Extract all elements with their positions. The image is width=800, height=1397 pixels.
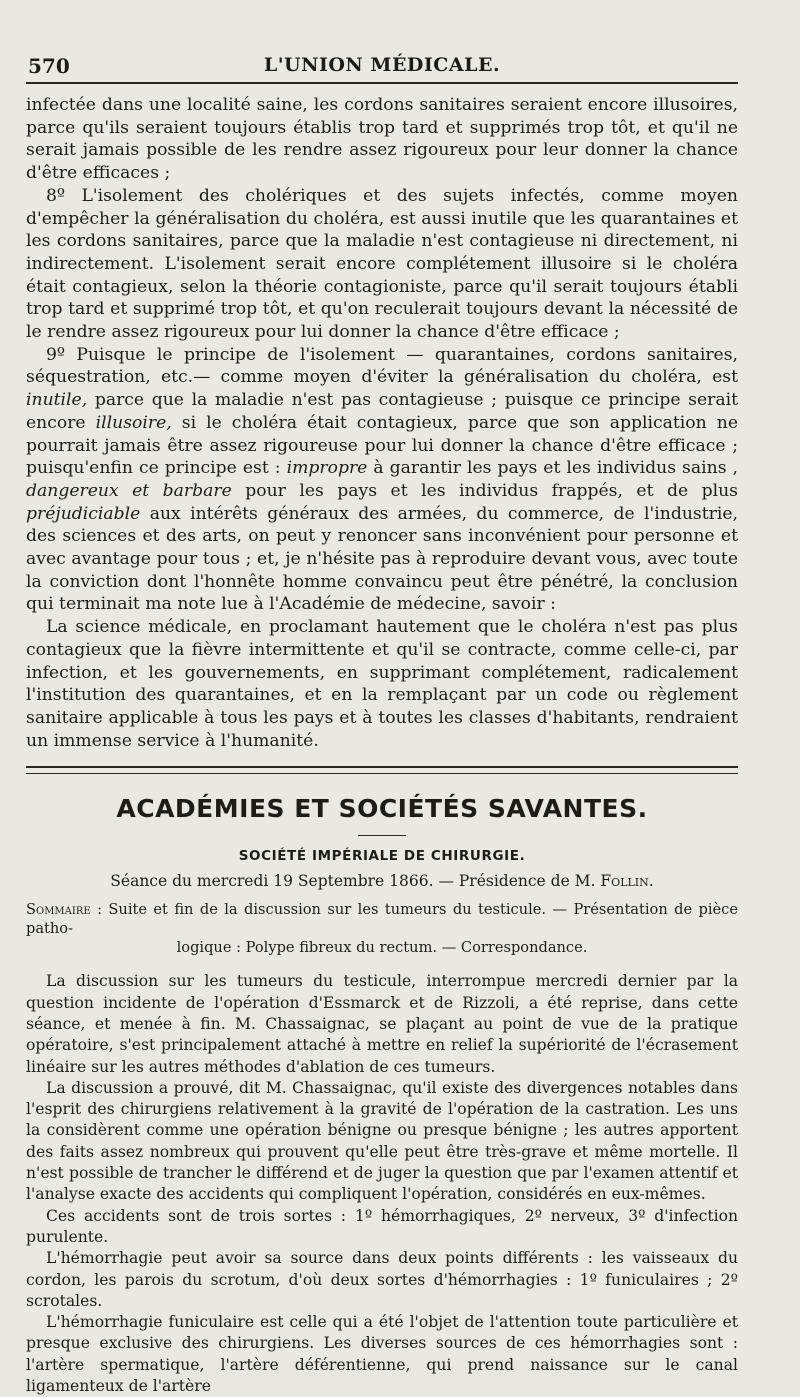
report-paragraph-2: La discussion a prouvé, dit M. Chassaignac, qu'il existe des divergences notables dans l'esprit des chirurgiens relativement à la gravité de l'opération de la castration. Les uns la considèrent comme une opération bénigne ou presque bénigne ; les autres apportent des faits assez nombreux qui prouvent qu'elle peut être très-grave et même mortelle. Il n'est possible de trancher le différend et de juger la question que par l'examen attentif et l'analyse exacte des accidents qui compliquent l'opération, considérés en eux-mêmes.: [26, 1078, 738, 1204]
summary-text: : Suite et fin de la discussion sur les tumeurs du testicule. — Présentation de pièce patho-: [26, 901, 738, 938]
article-body: [26, 94, 738, 752]
emphasis-inutile: inutile,: [26, 390, 88, 411]
article-paragraph-3: [26, 344, 738, 616]
society-title: SOCIÉTÉ IMPÉRIALE DE CHIRURGIE.: [238, 848, 526, 865]
report-body: [26, 971, 738, 1397]
session-text: Séance du mercredi 19 Septembre 1866. — Présidence de M.: [110, 872, 601, 891]
journal-title: L'UNION MÉDICALE.: [263, 54, 501, 76]
article-paragraph-1: infectée dans une localité saine, les cordons sanitaires seraient encore illusoires, parce qu'ils seraient toujours établis trop tard et supprimés trop tôt, et qu'il ne serait jamais possible de les rendre assez rigoureux pour leur donner la chance d'être efficaces ;: [26, 95, 738, 184]
emphasis-illusoire: illusoire,: [95, 412, 172, 433]
section-divider: [26, 766, 738, 774]
report-paragraph-1: La discussion sur les tumeurs du testicule, interrompue mercredi dernier par la question incidente de l'opération d'Essmarck et de Rizzoli, a été reprise, dans cette séance, et menée à fin. M. Chassaignac, se plaçant au point de vue de la pratique opératoire, s'est principalement attaché à mettre en relief la supériorité de l'écrasement linéaire sur les autres méthodes d'ablation de ces tumeurs.: [26, 972, 738, 1076]
report-paragraph-4: L'hémorrhagie peut avoir sa source dans deux points différents : les vaisseaux du cordon, les parois du scrotum, d'où deux sortes d'hémorrhagies : 1º funiculaires ; 2º scrotales.: [26, 1249, 738, 1310]
page-number: 570: [28, 54, 70, 78]
text-run: 9º Puisque le principe de l'isolement — quarantaines, cordons sanitaires, séquestration, etc.— comme moyen d'éviter la généralisation du choléra, est: [26, 344, 738, 388]
session-text-end: .: [648, 872, 654, 891]
emphasis-impropre: impropre: [286, 458, 368, 479]
running-head: [26, 52, 738, 84]
emphasis-dangereux: dangereux et barbare: [26, 480, 232, 501]
text-run: parce que la maladie n'est pas contagieuse ; puisque ce principe serait encore: [26, 390, 738, 433]
text-run: pour les pays et les individus frappés, et de plus: [231, 480, 738, 501]
text-run: si le choléra était contagieux, parce que son application ne pourrait jamais être assez rigoureuse pour lui donner la chance d'être efficace ; puisqu'enfin ce principe est :: [26, 412, 738, 479]
text-run: à garantir les pays et les individus sains ,: [367, 458, 738, 479]
session-line: [26, 872, 738, 890]
section-title: ACADÉMIES ET SOCIÉTÉS SAVANTES.: [116, 794, 648, 824]
article-paragraph-2: 8º L'isolement des cholériques et des sujets infectés, comme moyen d'empêcher la généralisation du choléra, est aussi inutile que les quarantaines et les cordons sanitaires, parce que la maladie n'est contagieuse ni directement, ni indirectement. L'isolement serait encore complétement illusoire si le choléra était contagieux, selon la théorie contagioniste, parce qu'il serait toujours établi trop tard et supprimé trop tôt, et qu'on reculerait toujours devant la nécessité de le rendre assez rigoureux pour lui donner la chance d'être efficace ;: [26, 185, 738, 343]
session-summary: [26, 900, 738, 957]
report-paragraph-3: Ces accidents sont de trois sortes : 1º hémorrhagiques, 2º nerveux, 3º d'infection purulente.: [26, 1206, 738, 1246]
report-paragraph-5: L'hémorrhagie funiculaire est celle qui a été l'objet de l'attention toute particulière et presque exclusive des chirurgiens. Les diverses sources de ces hémorrhagies sont : l'artère spermatique, l'artère déférentienne, qui prend naissance sur le canal ligamenteux de l'artère: [26, 1313, 738, 1396]
text-run: aux intérêts généraux des armées, du commerce, de l'industrie, des sciences et des arts, on peut y renoncer sans inconvénient pour personne et avec avantage pour tous ; et, je n'hésite pas à reproduire devant vous, avec toute la conviction dont l'honnête homme convaincu peut être pénétré, la conclusion qui terminait ma note lue à l'Académie de médecine, savoir :: [26, 503, 738, 615]
emphasis-prejudiciable: préjudiciable: [26, 503, 141, 524]
summary-label: Sommaire: [26, 901, 91, 919]
president-name: Follin: [600, 872, 649, 891]
short-divider: [358, 835, 406, 836]
article-paragraph-4: La science médicale, en proclamant hautement que le choléra n'est pas plus contagieux que la fièvre intermittente et qu'il se contracte, comme celle-ci, par infection, et les gouvernements, en supprimant complétement, radicalement l'institution des quarantaines, et en la remplaçant par un code ou règlement sanitaire applicable à tous les pays et à toutes les classes d'habitants, rendraient un immense service à l'humanité.: [26, 617, 738, 751]
summary-text-continued: logique : Polype fibreux du rectum. — Correspondance.: [176, 939, 588, 957]
